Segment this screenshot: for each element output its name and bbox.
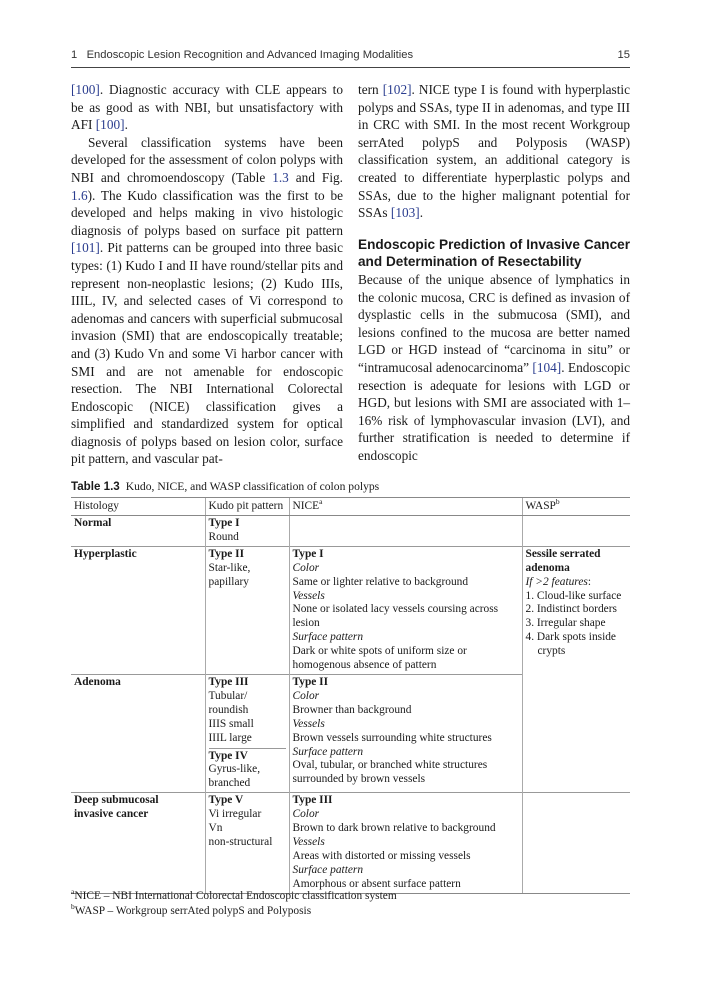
kudo-cell: Type V Vi irregular Vn non-structural [205, 793, 289, 893]
paragraph: [100]. Diagnostic accuracy with CLE appears to be as good as with NBI, but unsatisfactory with AFI [100]. [71, 82, 343, 133]
histology-cell: Deep submucosal invasive cancer [71, 793, 205, 893]
citation-link[interactable]: [102] [382, 82, 412, 97]
section-heading: Endoscopic Prediction of Invasive Cancer and Determination of Resectability [358, 236, 630, 270]
paragraph: Several classification systems have been developed for the assessment of colon polyps with NBI and chromoendoscopy (Table 1.3 and Fig. 1.6). The Kudo classification was the first to be developed and helps making in vivo histologic diagnosis of polyps based on surface pit pattern [101]. Pit patterns can be grouped into three basic types: (1) Kudo I and II have round/stellar pits and represent non-neoplastic lesions; (2) Kudo IIIs, IIIL, IV, and selected cases of Vi correspond to adenomas and cancers with superficial submucosal invasion (SMI) that are endoscopically treatable; and (3) Kudo Vn and some Vi harbor cancer with SMI and are not amenable for endoscopic resection. The NBI International Colorectal Endoscopic (NICE) classification gives a simplified and standardized system for optical diagnosis of polyps based on lesion color, surface pit pattern, and vascular pat- [71, 134, 343, 467]
header-kudo: Kudo pit pattern [205, 498, 289, 516]
histology-cell: Adenoma [71, 674, 205, 792]
table-caption-text: Kudo, NICE, and WASP classification of colon polyps [125, 480, 380, 493]
kudo-cell: Type II Star-like, papillary [205, 546, 289, 674]
paragraph: tern [102]. NICE type I is found with hyperplastic polyps and SSAs, type II in adenomas, and type III in CRC with SMI. In the most recent Workgroup serrAted polypS and Polyposis (WASP) classification system, an additional category is created to differentiate hyperplastic polyps and SSAs, due to the higher malignant potential for SSAs [103]. [358, 82, 631, 221]
left-column [71, 81, 343, 468]
table-header-row [71, 498, 630, 516]
paragraph: Because of the unique absence of lymphatics in the colonic mucosa, CRC is defined as invasion of dysplastic cells in the submucosa (SMI), and lesions confined to the mucosa are better named LGD or HGD instead of “carcinoma in situ” or “intramucosal adenocarcinoma” [104]. Endoscopic resection is adequate for lesions with LGD or HGD, but lesions with SMI are associated with 1–16% risk of lymphovascular invasion (LVI), and further stratification is needed to determine if endoscopic [358, 271, 631, 463]
list-item: 4. Dark spots inside crypts [525, 631, 616, 658]
footnote-b: $^b$WASP – Workgroup serrAted polypS and Polyposis [71, 901, 312, 917]
right-column [358, 81, 630, 464]
table-caption [71, 480, 379, 493]
histology-cell: Normal [71, 516, 205, 547]
wasp-cell: Sessile serrated adenoma If >2 features: 1. Cloud-like surface 2. Indistinct borders 3. Irregular shape 4. Dark spots inside crypts [522, 546, 630, 792]
nice-cell: Type III Color Brown to dark brown relative to background Vessels Areas with distorted or missing vessels Surface pattern Amorphous or absent surface pattern [289, 793, 522, 893]
figure-reference-link[interactable]: 1.6 [71, 187, 88, 203]
kudo-cell: Type III Tubular/ roundish IIIS small IIIL large Type IV Gyrus-like, branched [205, 674, 289, 792]
header-nice: NICE$^a$ [289, 498, 522, 516]
running-head [71, 47, 630, 65]
kudo-cell: Type I Round [205, 516, 289, 547]
wasp-feature-list [526, 590, 628, 660]
citation-link[interactable]: [103] [390, 205, 420, 221]
list-item: 1. Cloud-like surface [525, 589, 622, 602]
wasp-cell [522, 516, 630, 547]
table-reference-link[interactable]: 1.3 [272, 169, 289, 185]
classification-table [71, 497, 630, 894]
table-row-deep-invasive [71, 793, 630, 893]
header-wasp: WASP$^b$ [522, 498, 630, 516]
nice-cell: Type II Color Browner than background Vessels Brown vessels surrounding white structures Surface pattern Oval, tubular, or branched white structures surrounded by brown vessels [289, 674, 522, 792]
citation-link[interactable]: [101] [71, 240, 100, 256]
citation-link[interactable]: [100] [71, 82, 100, 97]
nice-cell [289, 516, 522, 547]
table-footnotes [71, 889, 397, 918]
table-row-normal [71, 516, 630, 547]
citation-link[interactable]: [100] [95, 117, 125, 133]
histology-cell: Hyperplastic [71, 546, 205, 674]
footnote-a: $^a$NICE – NBI International Colorectal Endoscopic classification system [71, 887, 397, 902]
table-label: Table 1.3 [71, 480, 120, 493]
page-number: 15 [617, 49, 630, 61]
table-row-hyperplastic [71, 546, 630, 674]
header-rule [71, 67, 630, 68]
wasp-cell [522, 793, 630, 893]
list-item: 3. Irregular shape [525, 617, 606, 630]
header-histology: Histology [71, 498, 205, 516]
chapter-title: 1 Endoscopic Lesion Recognition and Advanced Imaging Modalities [71, 49, 414, 61]
list-item: 2. Indistinct borders [525, 603, 617, 616]
citation-link[interactable]: [104] [532, 359, 562, 375]
nice-cell: Type I Color Same or lighter relative to background Vessels None or isolated lacy vessels coursing across lesion Surface pattern Dark or white spots of uniform size or homogenous absence of pattern [289, 546, 522, 674]
